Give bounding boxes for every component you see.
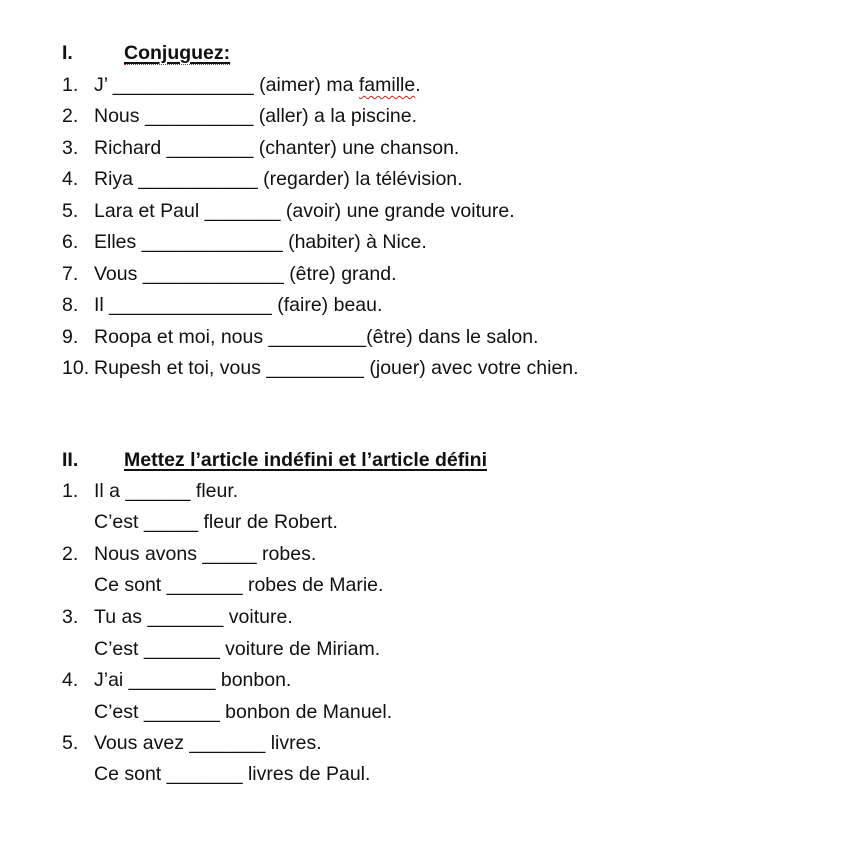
item-number: 8.: [62, 294, 79, 316]
item-number: 3.: [62, 137, 79, 159]
item-number: 10.: [62, 357, 90, 379]
item-line-1: Tu as _______ voiture.: [94, 606, 293, 628]
item-number: 9.: [62, 326, 79, 348]
item-number: 3.: [62, 606, 79, 628]
item-line-1: Vous avez _______ livres.: [94, 732, 322, 754]
section-1-title: [124, 44, 230, 64]
item-number: 1.: [62, 74, 79, 96]
item-text: Lara et Paul _______ (avoir) une grande voiture.: [94, 200, 515, 222]
item-text: [94, 76, 421, 96]
item-number: 1.: [62, 480, 79, 502]
item-text-before: J’ _____________ (aimer) ma: [94, 74, 359, 96]
item-line-1: J’ai ________ bonbon.: [94, 669, 292, 691]
item-number: 5.: [62, 200, 79, 222]
item-line-2: C’est _____ fleur de Robert.: [94, 511, 338, 533]
item-number: 6.: [62, 231, 79, 253]
item-line-2: Ce sont _______ robes de Marie.: [94, 574, 384, 596]
section-1-title-text: Conjuguez:: [124, 42, 231, 64]
item-line-2: C’est _______ bonbon de Manuel.: [94, 701, 393, 723]
item-number: 7.: [62, 263, 79, 285]
item-text: Roopa et moi, nous _________(être) dans le salon.: [94, 326, 539, 348]
item-text-after: .: [415, 74, 421, 96]
item-number: 5.: [62, 732, 79, 754]
item-number: 2.: [62, 105, 79, 127]
item-text: Il _______________ (faire) beau.: [94, 294, 383, 316]
spelling-flagged-word: famille: [358, 74, 416, 96]
item-text: Elles _____________ (habiter) à Nice.: [94, 231, 427, 253]
item-line-2: C’est _______ voiture de Miriam.: [94, 638, 381, 660]
item-line-1: Nous avons _____ robes.: [94, 543, 317, 565]
item-text: Vous _____________ (être) grand.: [94, 263, 397, 285]
item-text: Rupesh et toi, vous _________ (jouer) avec votre chien.: [94, 357, 579, 379]
item-line-1: Il a ______ fleur.: [94, 480, 239, 502]
section-1-number: I.: [62, 42, 73, 64]
item-number: 4.: [62, 669, 79, 691]
item-text: Riya ___________ (regarder) la télévision.: [94, 168, 463, 190]
item-number: 2.: [62, 543, 79, 565]
item-number: 4.: [62, 168, 79, 190]
section-2-number: II.: [62, 449, 79, 471]
section-2-title: Mettez l’article indéfini et l’article défini: [124, 449, 487, 471]
item-line-2: Ce sont _______ livres de Paul.: [94, 763, 371, 785]
item-text: Richard ________ (chanter) une chanson.: [94, 137, 460, 159]
item-text: Nous __________ (aller) a la piscine.: [94, 105, 418, 127]
